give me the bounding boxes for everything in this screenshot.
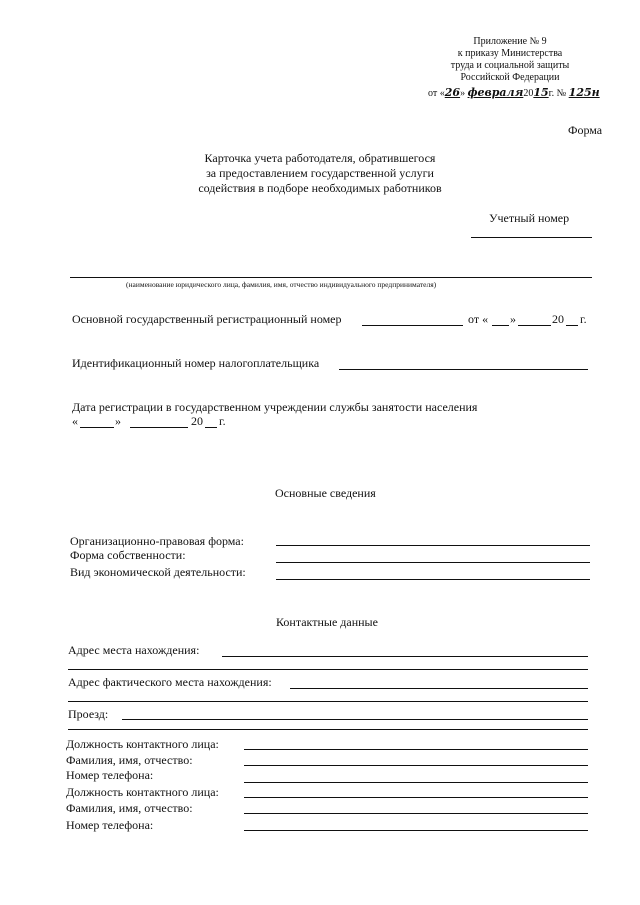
appendix-date-line	[428, 87, 600, 100]
date-quote-close: »	[460, 88, 466, 99]
document-title	[150, 151, 490, 196]
contact-1-name-label: Фамилия, имя, отчество:	[66, 753, 193, 767]
date-year-prefix: 20	[523, 88, 534, 99]
contact-1-name-field[interactable]	[244, 765, 588, 766]
date-year-handwritten: 15	[533, 86, 549, 99]
directions-label: Проезд:	[68, 707, 109, 721]
registration-year-field[interactable]	[205, 427, 217, 428]
registration-year-suffix: г.	[219, 414, 226, 428]
directions-field-continued[interactable]	[68, 729, 588, 730]
title-line-3: содействия в подборе необходимых работников	[198, 181, 442, 195]
registration-year-prefix: 20	[191, 414, 203, 428]
directions-field[interactable]	[122, 719, 588, 720]
ogrn-label: Основной государственный регистрационный номер	[72, 312, 342, 326]
legal-form-field[interactable]	[276, 545, 590, 546]
title-line-2: за предоставлением государственной услуги	[206, 166, 434, 180]
registration-month-field[interactable]	[130, 427, 188, 428]
appendix-line-1: Приложение № 9	[473, 36, 547, 47]
date-year-suffix: г. №	[548, 88, 567, 99]
ogrn-day-field[interactable]	[492, 325, 509, 326]
employer-name-field[interactable]	[70, 277, 592, 278]
date-prefix: от «	[428, 88, 445, 99]
contact-2-position-label: Должность контактного лица:	[66, 785, 219, 799]
activity-type-label: Вид экономической деятельности:	[70, 565, 246, 579]
title-line-1: Карточка учета работодателя, обратившегося	[204, 151, 436, 165]
activity-type-field[interactable]	[276, 579, 590, 580]
appendix-line-2: к приказу Министерства	[457, 48, 563, 59]
registration-label: Дата регистрации в государственном учреждении службы занятости населения	[72, 400, 478, 414]
ownership-form-label: Форма собственности:	[70, 548, 186, 562]
registration-day-field[interactable]	[80, 427, 114, 428]
contact-1-phone-label: Номер телефона:	[66, 768, 154, 782]
contact-1-position-field[interactable]	[244, 749, 588, 750]
registration-open-quote: «	[72, 414, 78, 428]
contact-2-name-label: Фамилия, имя, отчество:	[66, 801, 193, 815]
date-month-handwritten: февраля	[467, 86, 524, 99]
contact-2-name-field[interactable]	[244, 813, 588, 814]
contact-2-position-field[interactable]	[244, 797, 588, 798]
account-number-label: Учетный номер	[489, 211, 570, 225]
actual-address-label: Адрес фактического места нахождения:	[68, 675, 272, 689]
employer-name-caption: (наименование юридического лица, фамилия, имя, отчество индивидуального предпринимателя)	[126, 280, 437, 289]
order-number-handwritten: 125н	[568, 86, 600, 99]
account-number-field[interactable]	[471, 237, 592, 238]
ogrn-year-field[interactable]	[566, 325, 578, 326]
actual-address-field-continued[interactable]	[68, 701, 588, 702]
ownership-form-field[interactable]	[276, 562, 590, 563]
contact-2-phone-field[interactable]	[244, 830, 588, 831]
ogrn-year-suffix: г.	[580, 312, 587, 326]
inn-label: Идентификационный номер налогоплательщика	[72, 356, 320, 370]
ogrn-quote-close: »	[510, 312, 516, 326]
form-label: Форма	[568, 123, 603, 137]
ogrn-month-field[interactable]	[518, 325, 551, 326]
ogrn-year-prefix: 20	[552, 312, 564, 326]
contact-1-phone-field[interactable]	[244, 782, 588, 783]
ogrn-from-label: от «	[468, 312, 489, 326]
basic-info-heading: Основные сведения	[275, 486, 376, 500]
legal-form-label: Организационно-правовая форма:	[70, 534, 244, 548]
appendix-block	[420, 36, 600, 84]
legal-address-label: Адрес места нахождения:	[68, 643, 200, 657]
legal-address-field-continued[interactable]	[68, 669, 588, 670]
ogrn-field[interactable]	[362, 325, 463, 326]
legal-address-field[interactable]	[222, 656, 588, 657]
contact-1-position-label: Должность контактного лица:	[66, 737, 219, 751]
appendix-line-4: Российской Федерации	[460, 72, 560, 83]
registration-close-quote: »	[115, 414, 121, 428]
actual-address-field[interactable]	[290, 688, 588, 689]
appendix-line-3: труда и социальной защиты	[450, 60, 570, 71]
contact-2-phone-label: Номер телефона:	[66, 818, 154, 832]
contacts-heading: Контактные данные	[276, 615, 378, 629]
date-day-handwritten: 26	[444, 86, 461, 99]
inn-field[interactable]	[339, 369, 588, 370]
